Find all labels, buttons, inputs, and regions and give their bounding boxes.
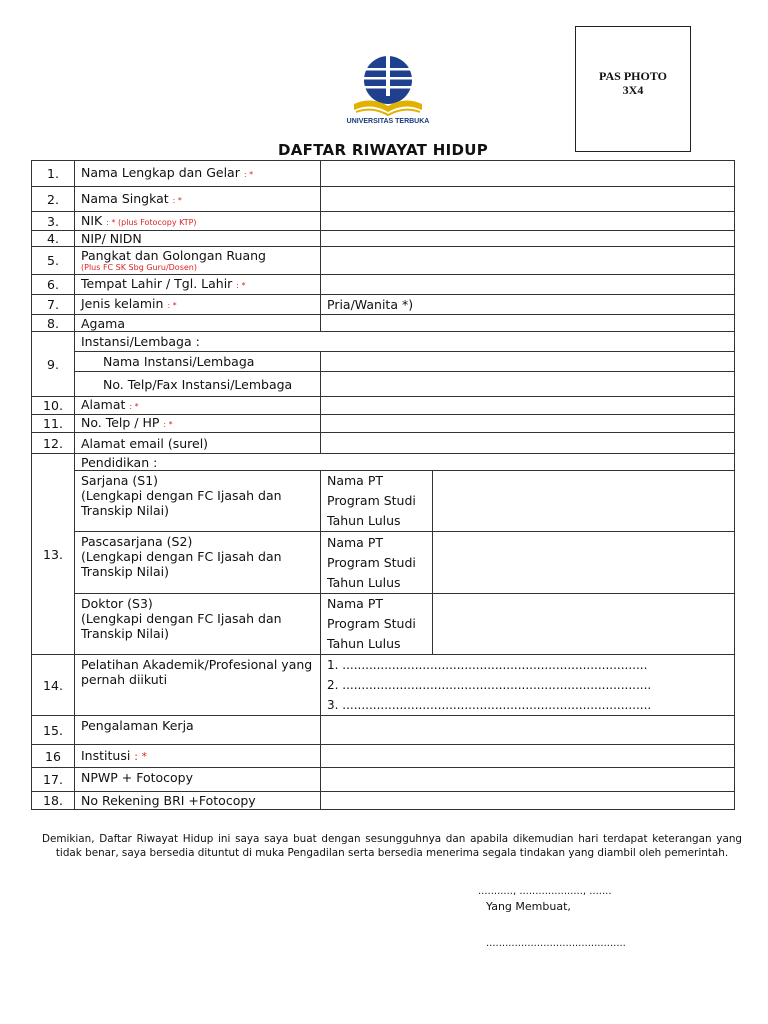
row-number: 5. — [32, 247, 75, 275]
row-value-field[interactable] — [321, 212, 735, 231]
row-number: 17. — [32, 768, 75, 792]
row-number: 2. — [32, 187, 75, 212]
signer-label: Yang Membuat, — [486, 900, 571, 913]
row-value-field[interactable] — [321, 372, 735, 397]
table-row — [32, 433, 735, 454]
gender-field[interactable]: Pria/Wanita *) — [321, 295, 735, 315]
row-note: (Plus FC SK Sbg Guru/Dosen) — [81, 263, 197, 272]
row-label: NIP/ NIDN — [75, 231, 321, 247]
row-label: Agama — [75, 315, 321, 332]
row-number: 6. — [32, 275, 75, 295]
education-row — [32, 471, 735, 532]
row-number: 1. — [32, 161, 75, 187]
education-fields: Nama PT Program Studi Tahun Lulus — [321, 532, 433, 594]
row-label: No. Telp / HP : * — [75, 415, 321, 433]
education-value-field[interactable] — [433, 594, 735, 655]
row-label: NIK : * (plus Fotocopy KTP) — [75, 212, 321, 231]
row-sub-label: Nama Instansi/Lembaga — [75, 352, 321, 372]
education-value-field[interactable] — [433, 532, 735, 594]
row-value-field[interactable] — [321, 792, 735, 810]
row-number: 10. — [32, 397, 75, 415]
row-number: 16 — [32, 745, 75, 768]
row-value-field[interactable] — [321, 433, 735, 454]
table-row — [32, 212, 735, 231]
table-row — [32, 745, 735, 768]
table-row — [32, 454, 735, 471]
row-number: 8. — [32, 315, 75, 332]
logo-text: UNIVERSITAS TERBUKA — [346, 118, 430, 125]
table-row — [32, 247, 735, 275]
row-label: NPWP + Fotocopy — [75, 768, 321, 792]
row-value-field[interactable] — [321, 716, 735, 745]
university-logo-icon — [346, 52, 430, 124]
row-value-field[interactable] — [321, 768, 735, 792]
table-row — [32, 332, 735, 352]
table-row — [32, 655, 735, 716]
row-value-field[interactable] — [321, 745, 735, 768]
table-row — [32, 372, 735, 397]
row-value-field[interactable] — [321, 397, 735, 415]
table-row — [32, 768, 735, 792]
row-number: 14. — [32, 655, 75, 716]
pas-photo-box — [575, 26, 691, 152]
row-label: Alamat email (surel) — [75, 433, 321, 454]
table-row — [32, 352, 735, 372]
row-value-field[interactable] — [321, 275, 735, 295]
table-row — [32, 415, 735, 433]
table-row — [32, 231, 735, 247]
biodata-table — [31, 160, 735, 810]
row-number: 18. — [32, 792, 75, 810]
row-sub-label: No. Telp/Fax Instansi/Lembaga — [75, 372, 321, 397]
row-label: Pengalaman Kerja — [75, 716, 321, 745]
education-row — [32, 594, 735, 655]
education-fields: Nama PT Program Studi Tahun Lulus — [321, 471, 433, 532]
row-label: Nama Singkat : * — [75, 187, 321, 212]
row-value-field[interactable] — [321, 315, 735, 332]
row-label: Pangkat dan Golongan Ruang (Plus FC SK Sbg Guru/Dosen) — [75, 247, 321, 275]
row-value-field[interactable] — [321, 352, 735, 372]
place-date-line[interactable]: ..........., ...................., ....... — [478, 886, 612, 897]
table-row — [32, 295, 735, 315]
education-fields: Nama PT Program Studi Tahun Lulus — [321, 594, 433, 655]
row-number: 11. — [32, 415, 75, 433]
training-list[interactable]: 1. ................................................................................ 2. ................................................................................. 3. ................................................................................. — [321, 655, 735, 716]
row-number: 13. — [32, 454, 75, 655]
table-row — [32, 792, 735, 810]
photo-label: PAS PHOTO — [599, 69, 667, 83]
education-level: Doktor (S3) (Lengkapi dengan FC Ijasah dan Transkip Nilai) — [75, 594, 321, 655]
row-label: Jenis kelamin : * — [75, 295, 321, 315]
row-label: Tempat Lahir / Tgl. Lahir : * — [75, 275, 321, 295]
row-label: Alamat : * — [75, 397, 321, 415]
row-label: No Rekening BRI +Fotocopy — [75, 792, 321, 810]
row-number: 7. — [32, 295, 75, 315]
declaration-statement: Demikian, Daftar Riwayat Hidup ini saya saya buat dengan sesungguhnya dan apabila dikemudian hari terdapat keterangan yang tidak benar, saya bersedia dituntut di muka Pengadilan serta bersedia menerima segala tindakan yang diambil oleh pemerintah. — [42, 833, 742, 859]
table-row — [32, 315, 735, 332]
row-value-field[interactable] — [321, 231, 735, 247]
row-number: 12. — [32, 433, 75, 454]
page-title: DAFTAR RIWAYAT HIDUP — [277, 141, 489, 159]
table-row — [32, 397, 735, 415]
education-row — [32, 532, 735, 594]
row-label: Instansi/Lembaga : — [75, 332, 735, 352]
row-label: Institusi : * — [75, 745, 321, 768]
row-number: 9. — [32, 332, 75, 397]
education-level: Pascasarjana (S2) (Lengkapi dengan FC Ijasah dan Transkip Nilai) — [75, 532, 321, 594]
row-value-field[interactable] — [321, 415, 735, 433]
education-level: Sarjana (S1) (Lengkapi dengan FC Ijasah dan Transkip Nilai) — [75, 471, 321, 532]
signature-line[interactable]: ............................................ — [486, 938, 626, 949]
row-label: Pelatihan Akademik/Profesional yang pernah diikuti — [75, 655, 321, 716]
row-label: Nama Lengkap dan Gelar : * — [75, 161, 321, 187]
photo-size: 3X4 — [622, 83, 644, 97]
table-row — [32, 187, 735, 212]
row-value-field[interactable] — [321, 247, 735, 275]
row-number: 3. — [32, 212, 75, 231]
row-value-field[interactable] — [321, 161, 735, 187]
table-row — [32, 275, 735, 295]
row-number: 4. — [32, 231, 75, 247]
row-value-field[interactable] — [321, 187, 735, 212]
education-value-field[interactable] — [433, 471, 735, 532]
table-row — [32, 161, 735, 187]
table-row — [32, 716, 735, 745]
row-number: 15. — [32, 716, 75, 745]
row-label: Pendidikan : — [75, 454, 735, 471]
